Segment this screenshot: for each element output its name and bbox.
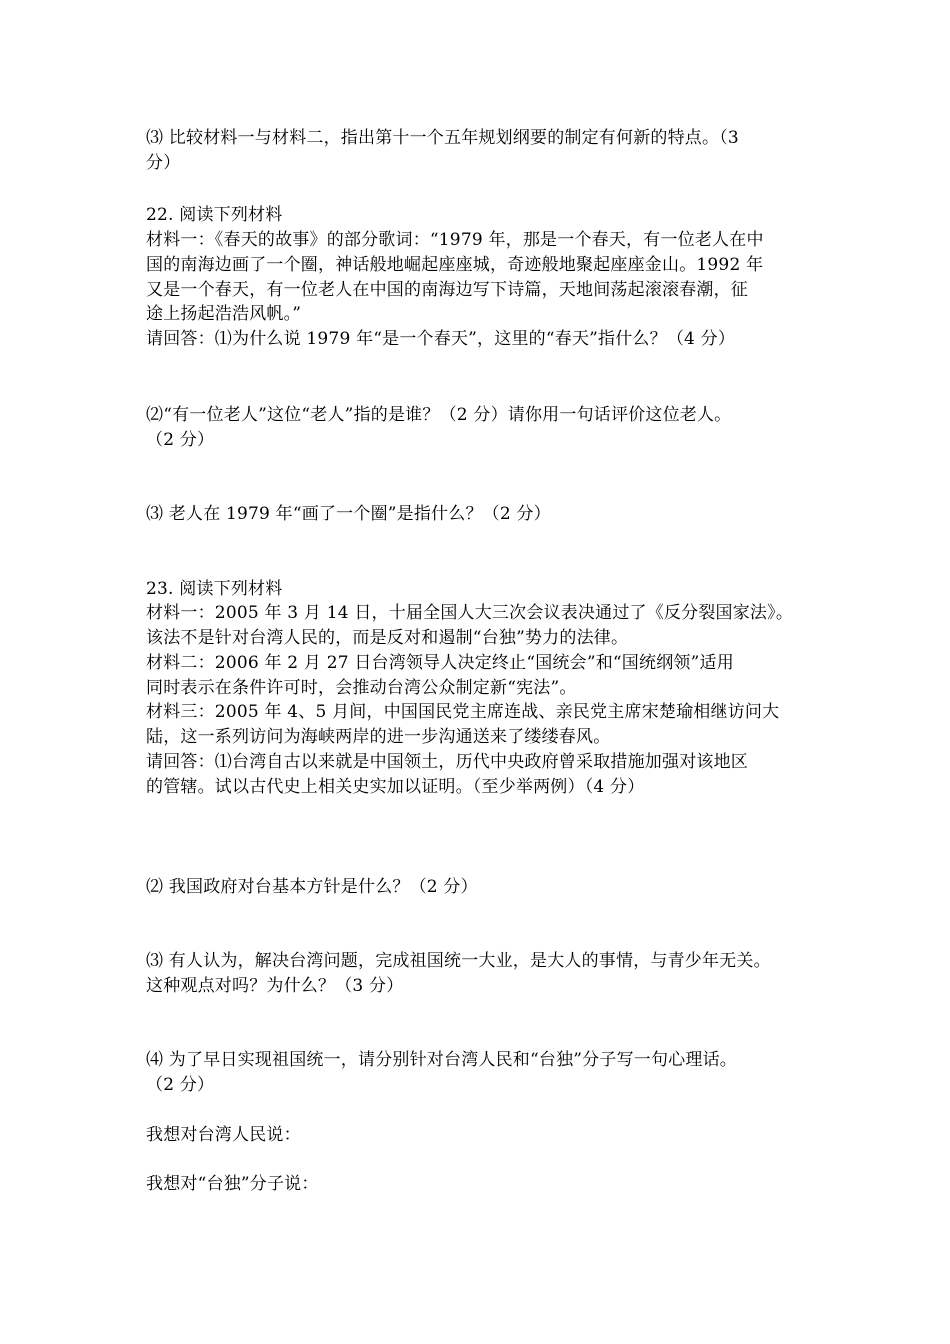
q23-material1-line2: 该法不是针对台湾人民的，而是反对和遏制“台独”势力的法律。 [146, 628, 629, 648]
q23-question3-line2: 这种观点对吗？为什么？（3 分） [146, 976, 404, 996]
q23-material3-line1: 材料三：2005 年 4、5 月间，中国国民党主席连战、亲民党主席宋楚瑜相继访问大 [146, 702, 780, 722]
q23-heading: 23. 阅读下列材料 [146, 579, 283, 599]
q22-heading: 22. 阅读下列材料 [146, 205, 283, 225]
q22-material1-line2: 国的南海边画了一个圈，神话般地崛起座座城，奇迹般地聚起座座金山。1992 年 [146, 255, 764, 275]
q21-part3-line2: 分） [146, 153, 181, 173]
answer-prompt-taidu: 我想对“台独”分子说： [146, 1174, 319, 1194]
q22-material1-line3: 又是一个春天，有一位老人在中国的南海边写下诗篇，天地间荡起滚滚春潮，征 [146, 280, 748, 300]
answer-prompt-taiwan-people: 我想对台湾人民说： [146, 1125, 301, 1145]
q23-question1-line2: 的管辖。试以古代史上相关史实加以证明。（至少举两例）（4 分） [146, 777, 645, 797]
q22-question3: ⑶ 老人在 1979 年“画了一个圈”是指什么？（2 分） [146, 504, 551, 524]
q23-question4-line1: ⑷ 为了早日实现祖国统一，请分别针对台湾人民和“台独”分子写一句心理话。 [146, 1050, 737, 1070]
q23-material2-line2: 同时表示在条件许可时，会推动台湾公众制定新“宪法”。 [146, 678, 577, 698]
q23-question1-line1: 请回答：⑴台湾自古以来就是中国领土，历代中央政府曾采取措施加强对该地区 [146, 752, 748, 772]
q22-question1: 请回答：⑴为什么说 1979 年“是一个春天”，这里的“春天”指什么？（4 分） [146, 329, 736, 349]
q23-material1-line1: 材料一：2005 年 3 月 14 日，十届全国人大三次会议表决通过了《反分裂国家法》。 [146, 603, 794, 623]
q21-part3-line1: ⑶ 比较材料一与材料二，指出第十一个五年规划纲要的制定有何新的特点。（3 [146, 128, 739, 148]
q22-question2-line1: ⑵“有一位老人”这位“老人”指的是谁？（2 分）请你用一句话评价这位老人。 [146, 405, 732, 425]
q23-question4-line2: （2 分） [146, 1075, 215, 1095]
q23-material2-line1: 材料二：2006 年 2 月 27 日台湾领导人决定终止“国统会”和“国统纲领”适用 [146, 653, 734, 673]
q23-question3-line1: ⑶ 有人认为，解决台湾问题，完成祖国统一大业，是大人的事情，与青少年无关。 [146, 951, 771, 971]
q22-question2-line2: （2 分） [146, 430, 215, 450]
q22-material1-line1: 材料一：《春天的故事》的部分歌词：“1979 年，那是一个春天，有一位老人在中 [146, 230, 764, 250]
q23-material3-line2: 陆，这一系列访问为海峡两岸的进一步沟通送来了缕缕春风。 [146, 727, 611, 747]
q22-material1-line4: 途上扬起浩浩风帆。” [146, 304, 302, 324]
q23-question2: ⑵ 我国政府对台基本方针是什么？（2 分） [146, 877, 478, 897]
